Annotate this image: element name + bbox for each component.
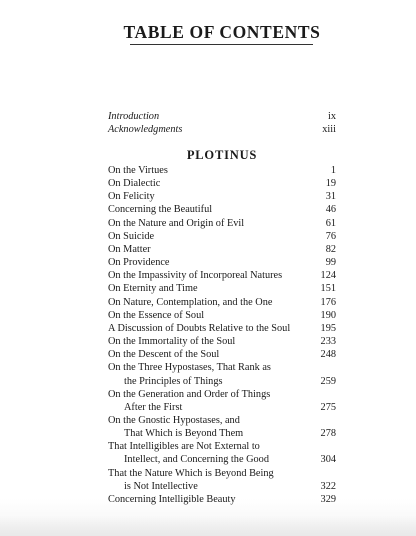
toc-entry-title: On the Virtues — [108, 165, 168, 176]
front-matter-list — [108, 110, 336, 136]
toc-entry-title: On the Nature and Origin of Evil — [108, 217, 245, 229]
toc-entry-title: A Discussion of Doubts Relative to the Soul — [108, 322, 291, 334]
toc-entry-title: After the First — [124, 401, 183, 413]
toc-page-number: 190 — [320, 309, 336, 321]
toc-page-number: 275 — [320, 401, 336, 413]
toc-entry-title: On the Generation and Order of Things — [108, 388, 271, 400]
toc-page-number: 82 — [325, 243, 336, 255]
toc-entry — [108, 282, 336, 295]
toc-page-number: 195 — [320, 322, 336, 334]
toc-entry-title: That Which is Beyond Them — [124, 428, 244, 440]
toc-page-number: 19 — [325, 178, 336, 190]
toc-entry-title: On Nature, Contemplation, and the One — [108, 296, 273, 308]
toc-page-number: 1 — [330, 165, 336, 176]
toc-entry — [108, 123, 336, 136]
toc-entry-continuation — [108, 375, 336, 388]
toc-entry — [108, 217, 336, 230]
page-title: TABLE OF CONTENTS — [123, 22, 321, 42]
toc-entry-title: On the Three Hypostases, That Rank as — [108, 362, 271, 374]
toc-page-number: ix — [327, 111, 336, 122]
toc-entry-title: On Suicide — [108, 230, 155, 242]
toc-entry-title: On Eternity and Time — [108, 283, 198, 295]
toc-entry-list — [108, 164, 336, 506]
toc-entry — [108, 440, 336, 453]
toc-entry — [108, 309, 336, 322]
toc-entry-title: On the Gnostic Hypostases, and — [108, 414, 240, 426]
toc-entry-title: On the Immortality of the Soul — [108, 336, 236, 348]
toc-entry — [108, 493, 336, 506]
toc-entry — [108, 322, 336, 335]
toc-entry — [108, 388, 336, 401]
toc-entry — [108, 335, 336, 348]
toc-entry — [108, 269, 336, 282]
title-underline — [130, 44, 313, 45]
toc-entry-continuation — [108, 480, 336, 493]
toc-entry-title: Acknowledgments — [108, 124, 183, 136]
toc-entry-title: That Intelligibles are Not External to — [108, 441, 260, 453]
toc-entry-title: On Dialectic — [108, 178, 161, 190]
toc-entry-title: That the Nature Which is Beyond Being — [108, 467, 274, 479]
toc-page-number: 233 — [320, 336, 336, 348]
toc-page-number: 124 — [320, 270, 336, 282]
toc-entry-title: the Principles of Things — [124, 375, 223, 387]
toc-page-number: 31 — [325, 191, 336, 203]
toc-entry — [108, 467, 336, 480]
toc-page-number: 329 — [320, 493, 336, 505]
toc-entry — [108, 203, 336, 216]
toc-entry-continuation — [108, 401, 336, 414]
toc-entry — [108, 414, 336, 427]
toc-entry-title: On the Essence of Soul — [108, 309, 205, 321]
toc-page-number: 176 — [320, 296, 336, 308]
toc-entry-continuation — [108, 427, 336, 440]
toc-entry-title: On Providence — [108, 257, 170, 269]
toc-page-number: 259 — [320, 375, 336, 387]
toc-page-number: 99 — [325, 257, 336, 269]
toc-entry — [108, 296, 336, 309]
toc-entry — [108, 177, 336, 190]
toc-entry — [108, 230, 336, 243]
toc-entry-title: On the Impassivity of Incorporeal Natures — [108, 270, 283, 282]
toc-entry-title: Intellect, and Concerning the Good — [124, 454, 269, 466]
toc-entry — [108, 190, 336, 203]
toc-entry — [108, 361, 336, 374]
toc-entry — [108, 348, 336, 361]
toc-entry-title: Introduction — [108, 111, 160, 122]
toc-page-number: 61 — [325, 217, 336, 229]
toc-page-number: xiii — [322, 124, 336, 136]
toc-entry — [108, 243, 336, 256]
toc-entry-title: On Matter — [108, 243, 151, 255]
toc-page-number: 278 — [320, 428, 336, 440]
toc-entry — [108, 164, 336, 177]
toc-page-number: 248 — [320, 349, 336, 361]
section-heading: PLOTINUS — [186, 148, 258, 162]
page-edge-shadow — [0, 516, 416, 536]
toc-page-number: 304 — [320, 454, 336, 466]
toc-page-number: 151 — [320, 283, 336, 295]
toc-page-number: 76 — [325, 230, 336, 242]
toc-entry-title: Concerning Intelligible Beauty — [108, 493, 236, 505]
toc-entry — [108, 256, 336, 269]
toc-entry-title: On the Descent of the Soul — [108, 349, 220, 361]
toc-entry-title: Concerning the Beautiful — [108, 204, 213, 216]
toc-page-number: 322 — [320, 480, 336, 492]
toc-entry-continuation — [108, 453, 336, 466]
toc-entry-title: On Felicity — [108, 191, 155, 203]
toc-page-number: 46 — [325, 204, 336, 216]
toc-entry — [108, 110, 336, 123]
toc-entry-title: is Not Intellective — [124, 480, 198, 492]
